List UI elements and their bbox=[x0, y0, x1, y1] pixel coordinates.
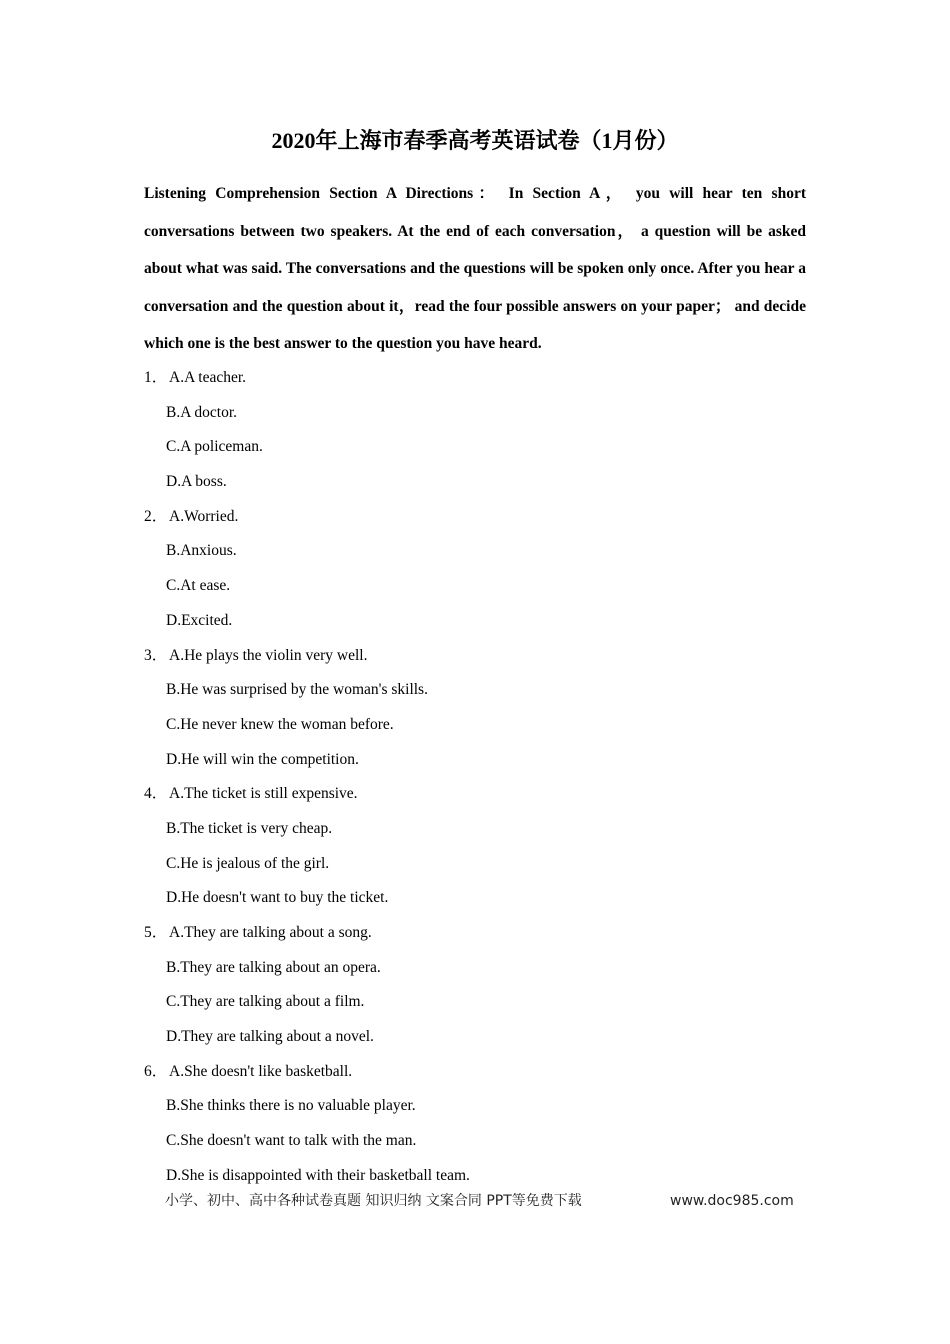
question-number: 1． bbox=[144, 369, 168, 386]
question-list bbox=[144, 361, 806, 1194]
footer-text: 小学、初中、高中各种试卷真题 知识归纳 文案合同 PPT等免费下载 bbox=[165, 1193, 582, 1209]
question-number: 2． bbox=[144, 507, 168, 525]
option-c: C.At ease. bbox=[166, 577, 231, 595]
page-footer bbox=[165, 1188, 805, 1214]
option-d: D.They are talking about a novel. bbox=[166, 1028, 374, 1046]
question-3 bbox=[144, 639, 806, 674]
option-b: B.He was surprised by the woman's skills. bbox=[166, 681, 428, 699]
option-b: B.A doctor. bbox=[166, 403, 238, 421]
option-a: A.The ticket is still expensive. bbox=[169, 785, 358, 803]
option-d: D.She is disappointed with their basketball team. bbox=[166, 1166, 470, 1184]
question-number: 3． bbox=[144, 646, 168, 664]
option-a: A.Worried. bbox=[169, 507, 239, 525]
option-b: B.Anxious. bbox=[166, 542, 237, 560]
option-d: D.Excited. bbox=[166, 611, 233, 629]
option-c: C.They are talking about a film. bbox=[166, 993, 365, 1011]
option-d: D.He doesn't want to buy the ticket. bbox=[166, 889, 389, 907]
option-c: C.A policeman. bbox=[166, 438, 263, 456]
option-a: A.They are talking about a song. bbox=[169, 924, 372, 941]
question-1 bbox=[144, 361, 806, 396]
option-d: D.A boss. bbox=[166, 473, 227, 491]
question-5 bbox=[144, 916, 806, 951]
question-4 bbox=[144, 777, 806, 812]
question-2 bbox=[144, 500, 806, 535]
option-a: A.A teacher. bbox=[169, 369, 247, 386]
question-6 bbox=[144, 1055, 806, 1090]
option-b: B.She thinks there is no valuable player. bbox=[166, 1097, 416, 1115]
option-a: A.She doesn't like basketball. bbox=[169, 1062, 353, 1080]
directions-paragraph: Listening Comprehension Section A Directions： In Section A， you will hear ten short conversations between two speakers. At the end of each conversation， a question will be asked about what was said. The conversations and the questions will be spoken only once. After you hear a conversation and the question about it，read the four possible answers on your paper； and decide which one is the best answer to the question you have heard. bbox=[144, 185, 806, 352]
option-b: B.They are talking about an opera. bbox=[166, 958, 381, 976]
question-number: 6． bbox=[144, 1062, 168, 1080]
option-c: C.She doesn't want to talk with the man. bbox=[166, 1132, 417, 1150]
question-number: 5． bbox=[144, 924, 168, 941]
option-a: A.He plays the violin very well. bbox=[169, 646, 368, 664]
option-b: B.The ticket is very cheap. bbox=[166, 819, 333, 837]
option-d: D.He will win the competition. bbox=[166, 750, 359, 768]
question-number: 4． bbox=[144, 785, 168, 803]
option-c: C.He never knew the woman before. bbox=[166, 715, 394, 733]
page-title: 2020年上海市春季高考英语试卷（1月份） bbox=[271, 128, 679, 153]
footer-url-link[interactable]: www.doc985.com bbox=[670, 1193, 794, 1209]
option-c: C.He is jealous of the girl. bbox=[166, 854, 330, 872]
